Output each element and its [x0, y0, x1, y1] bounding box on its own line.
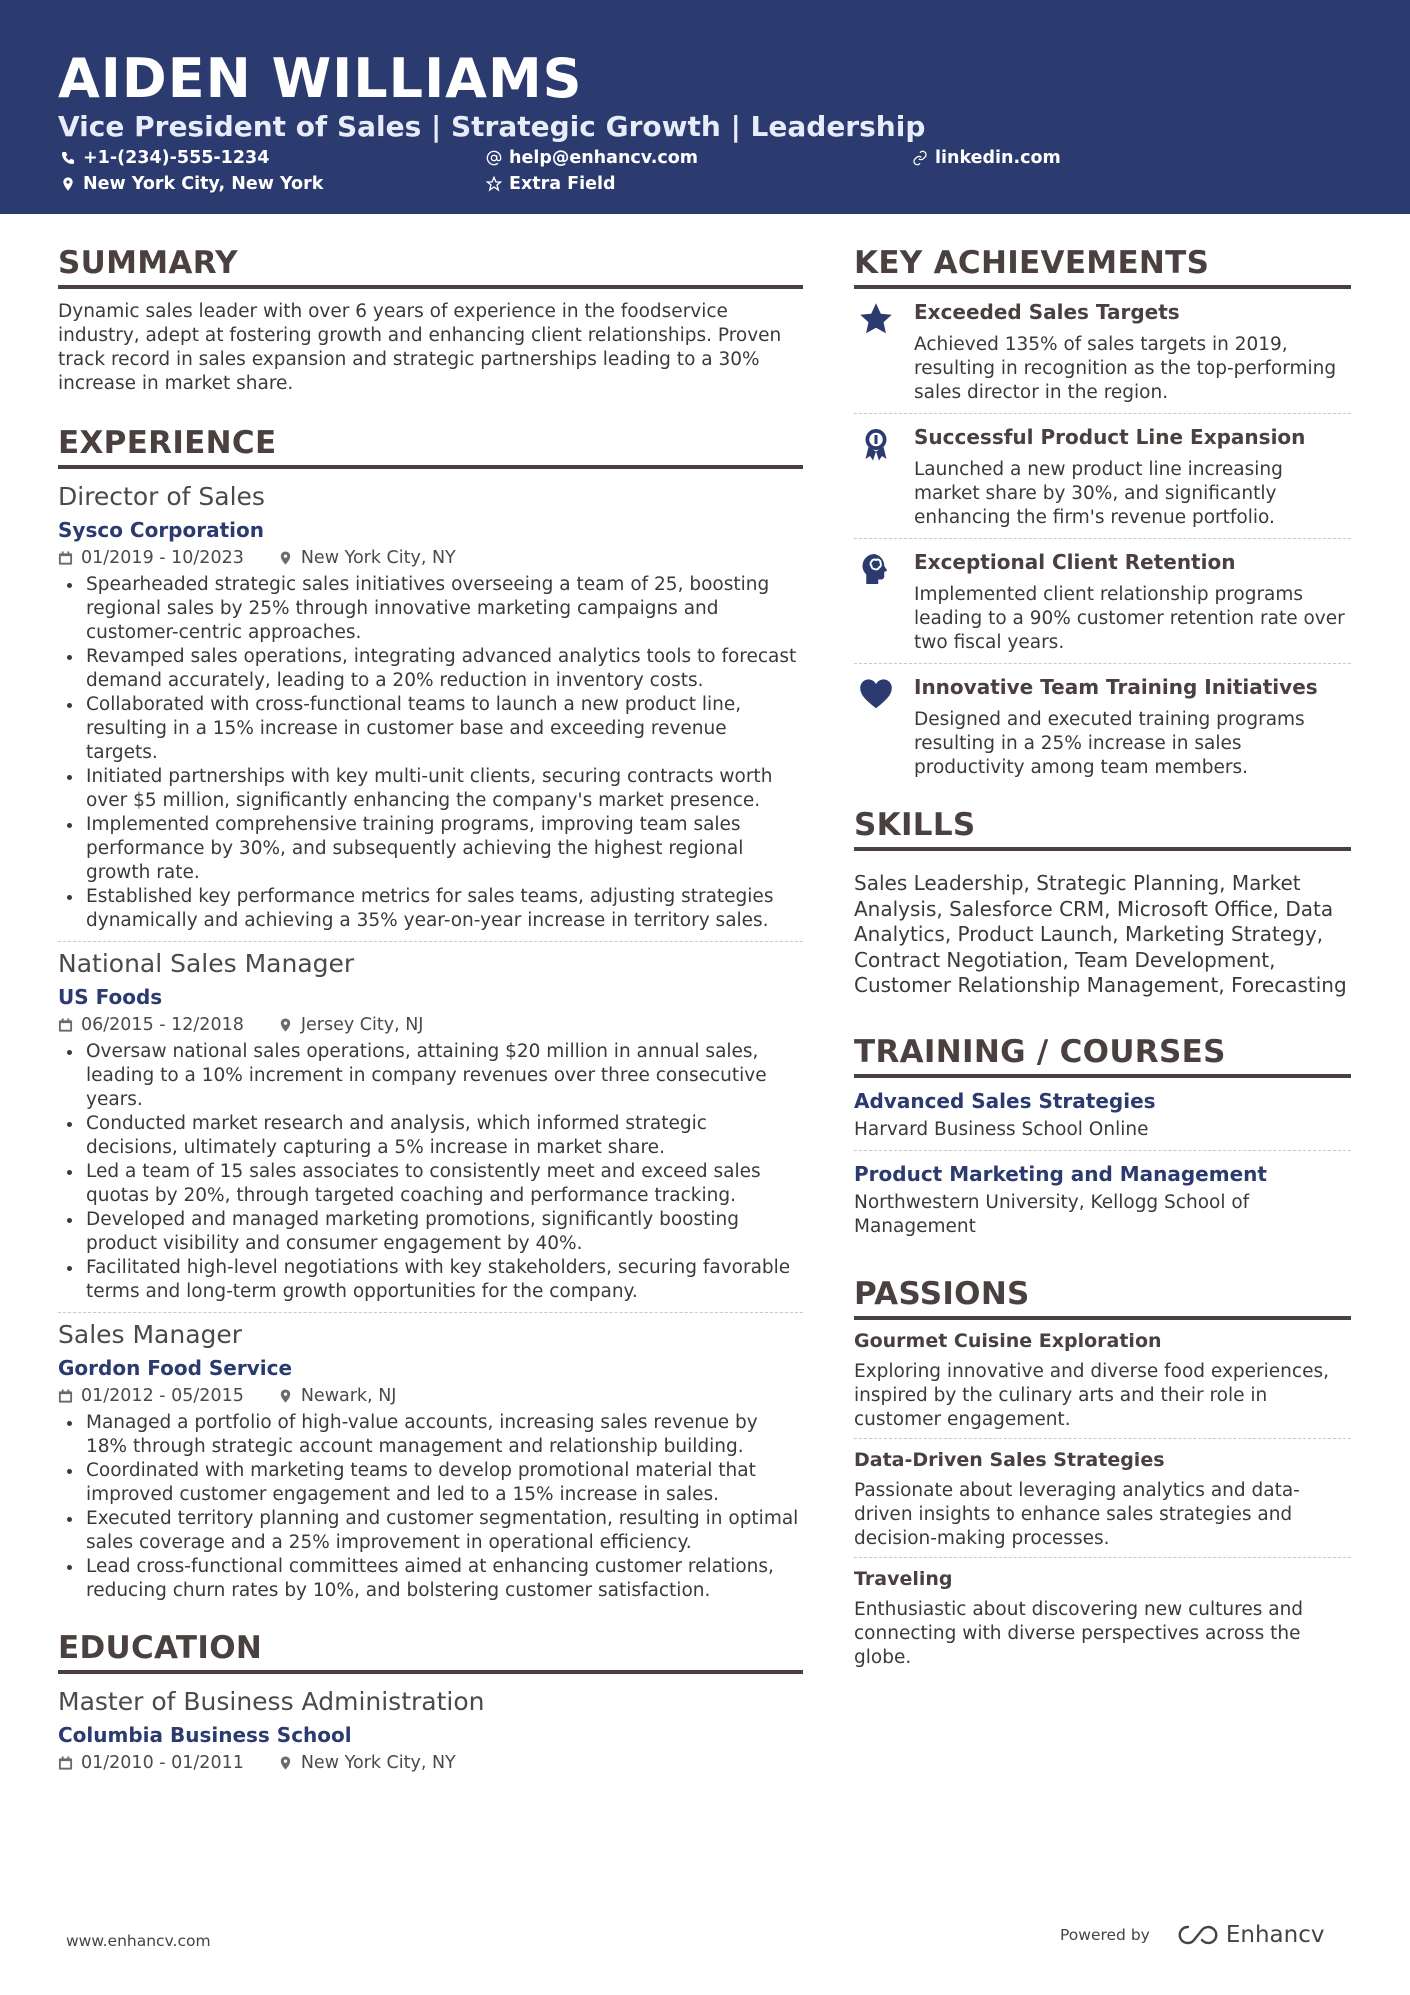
passion-title: Traveling — [854, 1567, 953, 1590]
list-item: Revamped sales operations, integrating advanced analytics tools to forecast demand accurately, leading to a 20% reduction in inventory costs. — [58, 645, 803, 693]
company-name: Gordon Food Service — [58, 1356, 293, 1380]
job-dates: 06/2015 - 12/2018 — [58, 1013, 244, 1037]
list-item: Established key performance metrics for sales teams, adjusting strategies dynamically and achieving a 35% year-on-year increase in territory sales. — [58, 885, 803, 933]
footer-branding — [1060, 1922, 1324, 1948]
job-location: Newark, NJ — [278, 1384, 397, 1408]
training-section — [854, 1033, 1351, 1247]
list-item: Spearheaded strategic sales initiatives overseeing a team of 25, boosting regional sales by 25% through innovative marketing campaigns and customer-centric approaches. — [58, 573, 803, 645]
course-org: Harvard Business School Online — [854, 1118, 1149, 1140]
company-name: US Foods — [58, 985, 163, 1009]
experience-entry — [58, 1312, 803, 1603]
calendar-icon — [58, 1017, 73, 1033]
list-item: Developed and managed marketing promotions, significantly boosting product visibility and consumer engagement by 40%. — [58, 1208, 803, 1256]
course-title: Product Marketing and Management — [854, 1161, 1267, 1186]
course-item — [854, 1078, 1351, 1151]
job-location: Jersey City, NJ — [278, 1013, 424, 1037]
award-ribbon-icon — [858, 426, 894, 462]
job-meta — [58, 546, 803, 570]
skills-text: Sales Leadership, Strategic Planning, Market Analysis, Salesforce CRM, Microsoft Office, Data Analytics, Product Launch, Marketing Strategy, Contract Negotiation, Team Development, Customer Relationship Management, Forecasting — [854, 871, 1347, 997]
company-name: Sysco Corporation — [58, 518, 264, 542]
list-item: Lead cross-functional committees aimed at enhancing customer relations, reducing churn rates by 10%, and bolstering customer satisfaction. — [58, 1555, 803, 1603]
job-dates: 01/2019 - 10/2023 — [58, 546, 244, 570]
achievement-title: Exceptional Client Retention — [914, 550, 1236, 574]
passion-item — [854, 1320, 1351, 1439]
extra-text: Extra Field — [509, 174, 616, 194]
list-item: Implemented comprehensive training programs, improving team sales performance by 30%, and subsequently achieving the highest regional growth rate. — [58, 813, 803, 885]
achievement-title: Exceeded Sales Targets — [914, 300, 1180, 324]
at-icon — [486, 150, 502, 166]
achievement-title: Innovative Team Training Initiatives — [914, 675, 1318, 699]
education-section — [58, 1629, 803, 1775]
job-bullets — [58, 1040, 803, 1304]
star-outline-icon — [486, 176, 502, 192]
job-bullets — [58, 1411, 803, 1603]
training-title: TRAINING / COURSES — [854, 1033, 1351, 1078]
contact-website[interactable] — [912, 147, 1061, 169]
brand-name: Enhancv — [1225, 1922, 1325, 1948]
list-item: Initiated partnerships with key multi-unit clients, securing contracts worth over $5 million, significantly enhancing the company's market presence. — [58, 765, 803, 813]
achievements-title: KEY ACHIEVEMENTS — [854, 244, 1351, 289]
passion-item — [854, 1439, 1351, 1558]
achievement-item — [854, 414, 1351, 539]
candidate-headline: Vice President of Sales | Strategic Growth | Leadership — [58, 110, 926, 143]
job-title: Director of Sales — [58, 482, 265, 511]
list-item: Conducted market research and analysis, which informed strategic decisions, ultimately capturing a 5% increase in market share. — [58, 1112, 803, 1160]
course-title: Advanced Sales Strategies — [854, 1088, 1156, 1113]
location-pin-icon — [278, 1017, 293, 1033]
education-location: New York City, NY — [278, 1751, 456, 1775]
enhancv-logo-icon — [1176, 1923, 1220, 1947]
passion-desc: Passionate about leveraging analytics and data-driven insights to enhance sales strategies and decision-making processes. — [854, 1479, 1300, 1549]
summary-text: Dynamic sales leader with over 6 years of experience in the foodservice industry, adept at fostering growth and enhancing client relationships. Proven track record in sales expansion and strategic partnerships leading to a 30% increase in market share. — [58, 301, 782, 394]
location-pin-icon — [278, 1388, 293, 1404]
skills-title: SKILLS — [854, 806, 1351, 851]
achievement-desc: Implemented client relationship programs leading to a 90% customer retention rate over two fiscal years. — [914, 584, 1345, 653]
education-dates: 01/2010 - 01/2011 — [58, 1751, 244, 1775]
passions-section — [854, 1275, 1351, 1676]
calendar-icon — [58, 1388, 73, 1404]
contact-phone[interactable] — [60, 147, 269, 169]
achievement-desc: Achieved 135% of sales targets in 2019, resulting in recognition as the top-performing sales director in the region. — [914, 334, 1337, 403]
list-item: Oversaw national sales operations, attaining $20 million in annual sales, leading to a 10% increment in company revenues over three consecutive years. — [58, 1040, 803, 1112]
experience-section — [58, 424, 803, 1603]
list-item: Coordinated with marketing teams to develop promotional material that improved customer engagement and led to a 15% increase in sales. — [58, 1459, 803, 1507]
heart-icon — [858, 676, 894, 712]
footer-website[interactable]: www.enhancv.com — [66, 1932, 211, 1950]
list-item: Managed a portfolio of high-value accounts, increasing sales revenue by 18% through strategic account management and relationship building. — [58, 1411, 803, 1459]
job-bullets — [58, 573, 803, 933]
job-location: New York City, NY — [278, 546, 456, 570]
list-item: Collaborated with cross-functional teams to launch a new product line, resulting in a 15% increase in customer base and exceeding revenue targets. — [58, 693, 803, 765]
contact-extra — [486, 173, 616, 195]
course-item — [854, 1151, 1351, 1247]
link-icon — [912, 150, 928, 166]
star-icon — [858, 301, 894, 337]
resume-header — [0, 0, 1410, 214]
job-dates: 01/2012 - 05/2015 — [58, 1384, 244, 1408]
achievements-section — [854, 244, 1351, 788]
achievement-title: Successful Product Line Expansion — [914, 425, 1306, 449]
location-pin-icon — [278, 1755, 293, 1771]
location-text: New York City, New York — [83, 174, 324, 194]
education-title: EDUCATION — [58, 1629, 803, 1674]
left-column — [58, 244, 803, 1775]
passion-item — [854, 1558, 1351, 1676]
list-item: Facilitated high-level negotiations with key stakeholders, securing favorable terms and long-term growth opportunities for the company. — [58, 1256, 803, 1304]
location-pin-icon — [60, 176, 76, 192]
experience-entry — [58, 941, 803, 1304]
achievement-item — [854, 539, 1351, 664]
email-text: help@enhancv.com — [509, 148, 699, 168]
achievement-desc: Designed and executed training programs resulting in a 25% increase in sales productivity among team members. — [914, 709, 1305, 778]
passions-title: PASSIONS — [854, 1275, 1351, 1320]
candidate-name: AIDEN WILLIAMS — [58, 47, 583, 110]
contact-location — [60, 173, 323, 195]
experience-title: EXPERIENCE — [58, 424, 803, 469]
passion-desc: Enthusiastic about discovering new cultures and connecting with diverse perspectives across the globe. — [854, 1598, 1304, 1668]
job-title: Sales Manager — [58, 1320, 243, 1349]
passion-desc: Exploring innovative and diverse food experiences, inspired by the culinary arts and their role in customer engagement. — [854, 1360, 1329, 1430]
school-name: Columbia Business School — [58, 1723, 352, 1747]
list-item: Led a team of 15 sales associates to consistently meet and exceed sales quotas by 20%, through targeted coaching and performance tracking. — [58, 1160, 803, 1208]
list-item: Executed territory planning and customer segmentation, resulting in optimal sales coverage and a 25% improvement in operational efficiency. — [58, 1507, 803, 1555]
summary-section — [58, 244, 803, 396]
location-pin-icon — [278, 550, 293, 566]
education-meta — [58, 1751, 803, 1775]
achievement-item — [854, 664, 1351, 788]
education-entry — [58, 1686, 803, 1775]
achievement-item — [854, 289, 1351, 414]
website-text: linkedin.com — [935, 148, 1061, 168]
calendar-icon — [58, 550, 73, 566]
phone-icon — [60, 150, 76, 166]
degree-title: Master of Business Administration — [58, 1687, 485, 1716]
contact-email[interactable] — [486, 147, 698, 169]
passion-title: Data-Driven Sales Strategies — [854, 1448, 1165, 1471]
achievement-desc: Launched a new product line increasing market share by 30%, and significantly enhancing the firm's revenue portfolio. — [914, 459, 1283, 528]
phone-text: +1-(234)-555-1234 — [83, 148, 270, 168]
summary-title: SUMMARY — [58, 244, 803, 289]
skills-section — [854, 806, 1351, 999]
passion-title: Gourmet Cuisine Exploration — [854, 1329, 1162, 1352]
course-org: Northwestern University, Kellogg School of Management — [854, 1191, 1250, 1237]
experience-entry — [58, 481, 803, 933]
head-brain-icon — [858, 551, 894, 587]
calendar-icon — [58, 1755, 73, 1771]
job-meta — [58, 1013, 803, 1037]
job-meta — [58, 1384, 803, 1408]
job-title: National Sales Manager — [58, 949, 355, 978]
powered-by-label: Powered by — [1060, 1926, 1150, 1944]
right-column — [854, 244, 1351, 1676]
brand-logo[interactable] — [1176, 1922, 1325, 1948]
